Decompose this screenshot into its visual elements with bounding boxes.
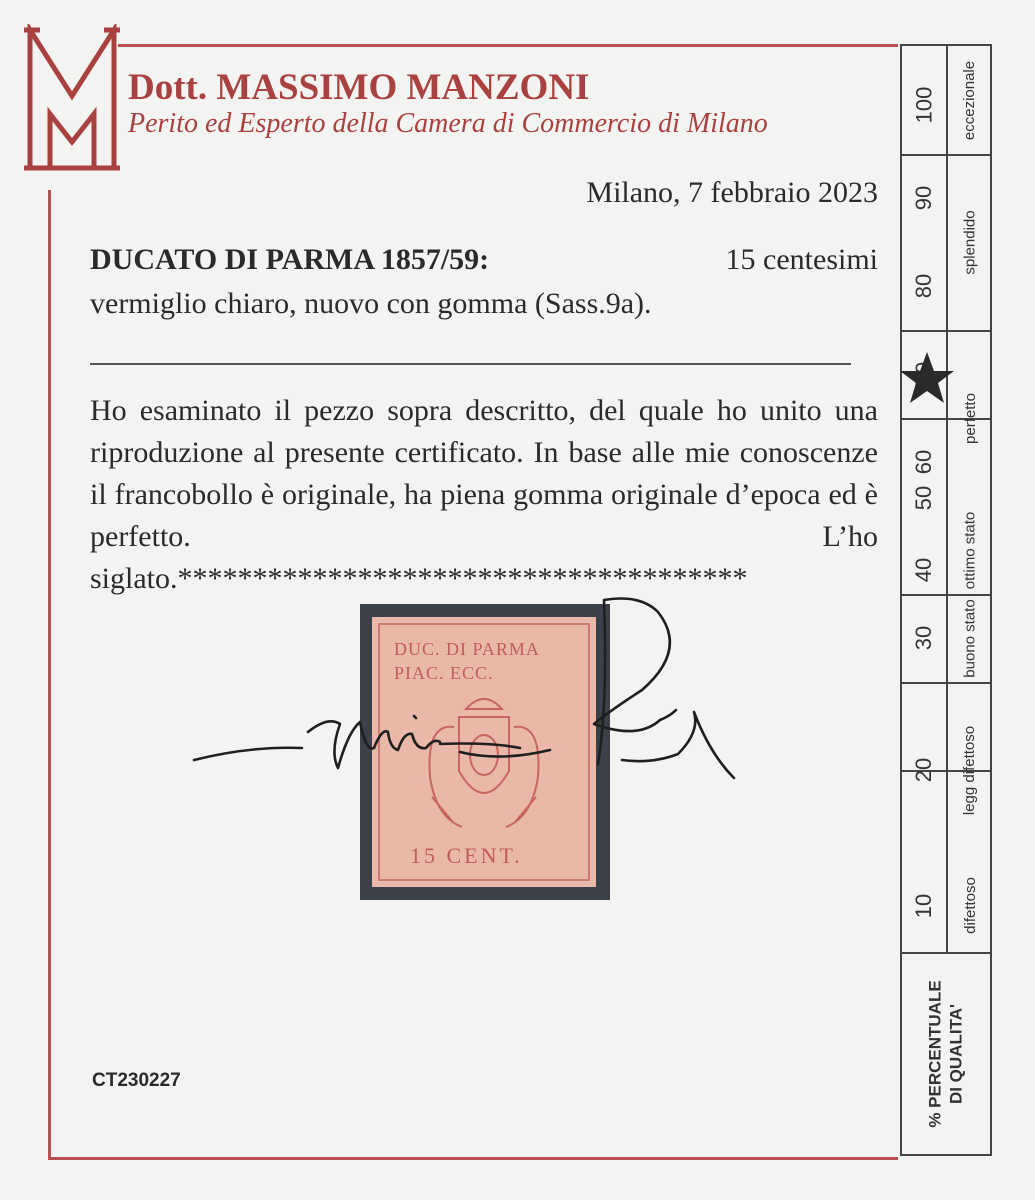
grade-label-difettoso: difettoso <box>961 876 979 934</box>
certificate-border-left <box>48 190 51 1160</box>
expert-signature <box>190 592 750 802</box>
grade-value-100: 100 <box>911 86 936 124</box>
grade-label-legg-difettoso: legg difettoso <box>961 725 979 815</box>
expert-subtitle: Perito ed Esperto della Camera di Commercio di Milano <box>128 108 768 139</box>
grade-value-60: 60 <box>910 449 936 475</box>
grade-label-ottimo-stato: ottimo stato <box>961 511 979 589</box>
item-description-line2: vermiglio chiaro, nuovo con gomma (Sass.9a). <box>90 287 652 320</box>
stamp-inscription-top: DUC. DI PARMA <box>394 639 540 659</box>
item-value: 15 centesimi <box>725 243 878 276</box>
stamp-denomination: 15 CENT. <box>410 843 523 868</box>
expert-name: Dott. MASSIMO MANZONI <box>128 67 590 108</box>
grade-label-splendido: splendido <box>961 209 979 275</box>
item-description <box>90 238 878 326</box>
grade-footer-line2: DI QUALITA' <box>947 1003 967 1105</box>
quality-grade-scale <box>900 44 992 1156</box>
grade-label-eccezionale: eccezionale <box>961 60 979 140</box>
grade-value-30: 30 <box>910 625 936 651</box>
divider-rule <box>90 363 851 365</box>
grade-value-20: 20 <box>910 757 936 783</box>
grade-value-10: 10 <box>910 893 936 919</box>
grade-footer-line1: % PERCENTUALE <box>926 980 946 1128</box>
item-heading: DUCATO DI PARMA 1857/59: <box>90 243 490 276</box>
certificate-number: CT230227 <box>92 1070 181 1091</box>
grade-value-50: 50 <box>910 485 936 511</box>
grade-label-perfetto: perfetto <box>961 392 979 444</box>
item-description-line1 <box>90 238 878 282</box>
expert-statement: Ho esaminato il pezzo sopra descritto, del quale ho unito una riproduzione al presente certificato. In base alle mie conoscenze il francobollo è originale, ha piena gomma originale d’epoca ed è perfetto. L’ho siglato.************************************** <box>90 394 878 595</box>
grade-value-40: 40 <box>910 557 936 583</box>
mm-monogram-logo <box>22 24 122 174</box>
certificate-date: Milano, 7 febbraio 2023 <box>586 176 878 209</box>
stamp-inscription-second: PIAC. ECC. <box>394 663 494 683</box>
grade-value-90: 90 <box>910 185 936 211</box>
grade-value-80: 80 <box>910 273 936 299</box>
certificate-border-bottom <box>48 1157 898 1160</box>
grade-scale-footer <box>902 954 990 1154</box>
grade-label-buono-stato: buono stato <box>961 598 979 678</box>
grade-marker-star-icon <box>898 350 956 408</box>
certificate-border-top <box>118 44 898 47</box>
